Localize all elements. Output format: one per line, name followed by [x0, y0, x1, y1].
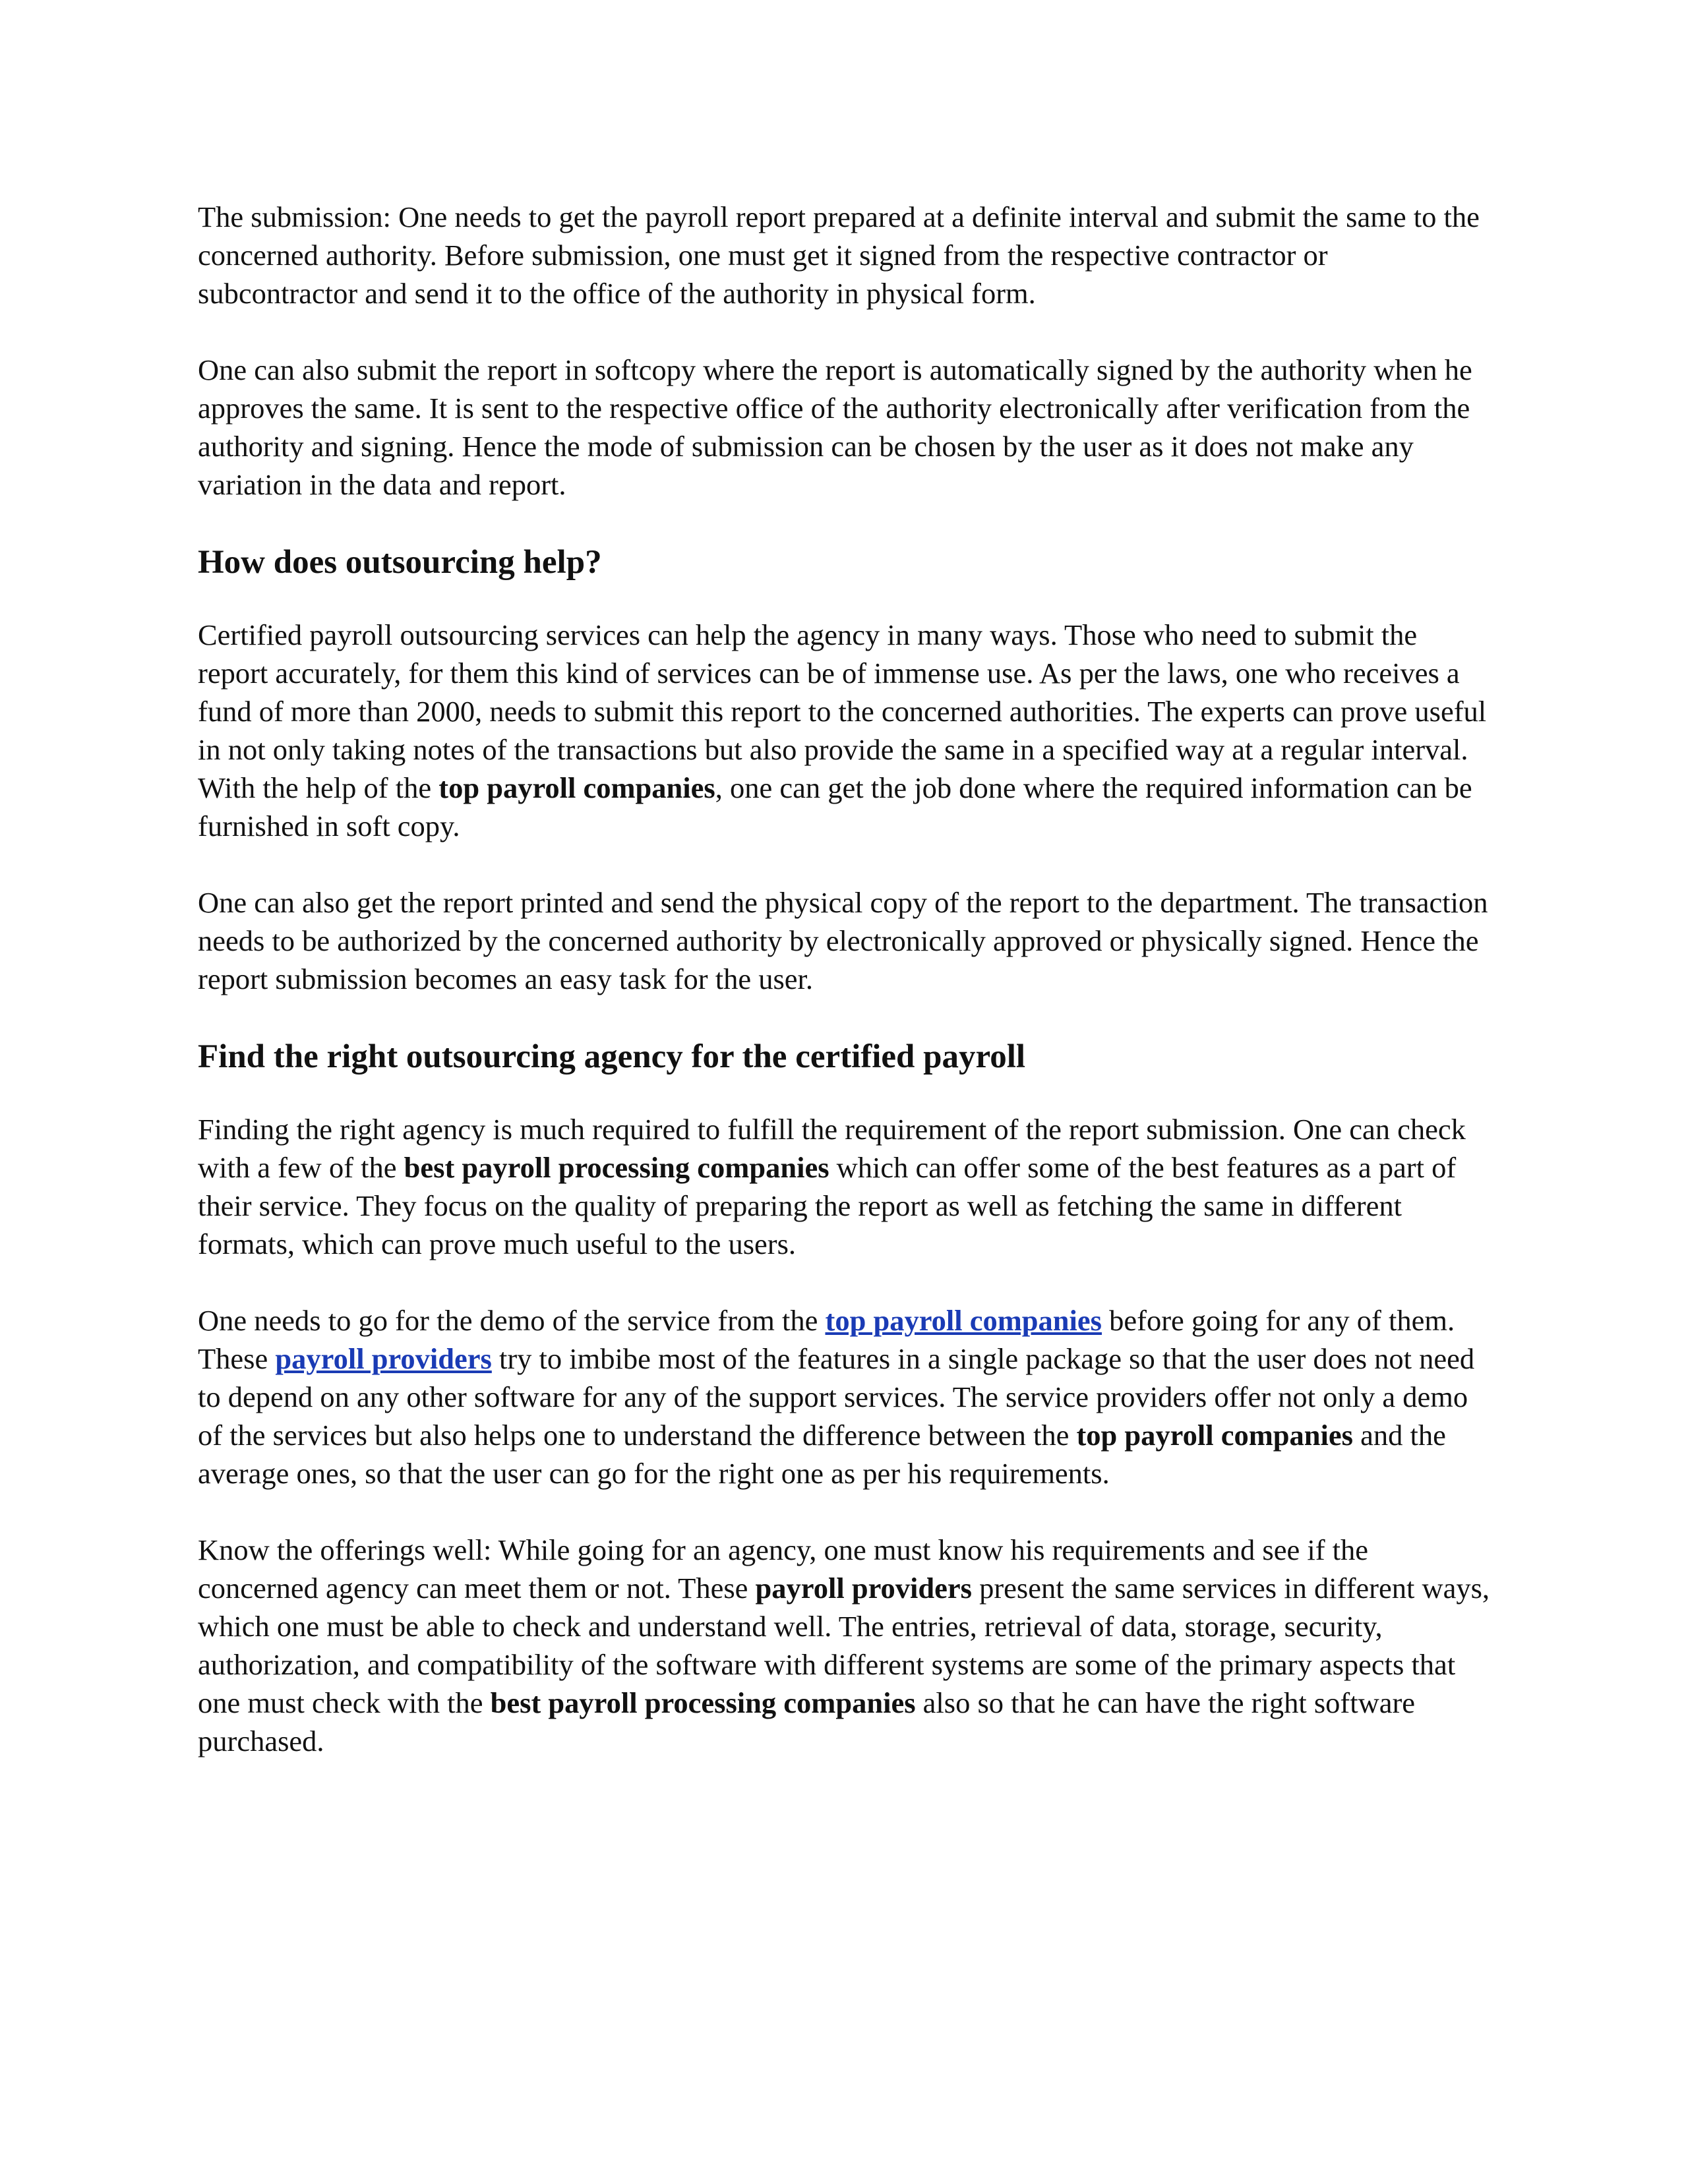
- paragraph-demo: One needs to go for the demo of the service from the top payroll companies before going for any of them. These payroll providers try to imbibe most of the features in a single package so that the user does not need to depend on any other software for any of the support services. The service providers offer not only a demo of the services but also helps one to understand the difference between the top payroll companies and the average ones, so that the user can go for the right one as per his requirements.: [198, 1304, 1475, 1490]
- heading-find-agency: Find the right outsourcing agency for the certified payroll: [198, 1038, 1026, 1075]
- link-payroll-providers[interactable]: payroll providers: [275, 1342, 492, 1375]
- paragraph-offerings: Know the offerings well: While going for an agency, one must know his requirements and see if the concerned agency can meet them or not. These payroll providers present the same services in different ways, which one must be able to check and understand well. The entries, retrieval of data, storage, security, authorization, and compatibility of the software with different systems are some of the primary aspects that one must check with the best payroll processing companies also so that he can have the right software purchased.: [198, 1533, 1490, 1757]
- document-page: [198, 198, 1490, 1760]
- link-top-payroll-companies[interactable]: top payroll companies: [825, 1304, 1102, 1337]
- bold-top-payroll-companies-2: top payroll companies: [1076, 1419, 1353, 1452]
- paragraph-outsourcing-services: Certified payroll outsourcing services can help the agency in many ways. Those who need to submit the report accurately, for them this kind of services can be of immense use. As per the laws, one who receives a fund of more than 2000, needs to submit this report to the concerned authorities. The experts can prove useful in not only taking notes of the transactions but also provide the same in a specified way at a regular interval. With the help of the top payroll companies, one can get the job done where the required information can be furnished in soft copy.: [198, 618, 1487, 842]
- bold-payroll-providers: payroll providers: [755, 1572, 972, 1605]
- paragraph-submission: The submission: One needs to get the payroll report prepared at a definite interval and submit the same to the concerned authority. Before submission, one must get it signed from the respective contractor or subcontractor and send it to the office of the authority in physical form.: [198, 200, 1480, 310]
- paragraph-printed-report: One can also get the report printed and send the physical copy of the report to the department. The transaction needs to be authorized by the concerned authority by electronically approved or physically signed. Hence the report submission becomes an easy task for the user.: [198, 886, 1488, 995]
- heading-outsourcing-help: How does outsourcing help?: [198, 544, 602, 581]
- paragraph-softcopy: One can also submit the report in softcopy where the report is automatically signed by the authority when he approves the same. It is sent to the respective office of the authority electronically after verification from the authority and signing. Hence the mode of submission can be chosen by the user as it does not make any variation in the data and report.: [198, 353, 1472, 501]
- paragraph-finding-agency: Finding the right agency is much required to fulfill the requirement of the report submission. One can check with a few of the best payroll processing companies which can offer some of the best features as a part of their service. They focus on the quality of preparing the report as well as fetching the same in different formats, which can prove much useful to the users.: [198, 1113, 1466, 1260]
- bold-best-payroll-processing: best payroll processing companies: [404, 1151, 829, 1184]
- bold-top-payroll-companies: top payroll companies: [438, 771, 715, 804]
- bold-best-payroll-processing-2: best payroll processing companies: [490, 1686, 916, 1719]
